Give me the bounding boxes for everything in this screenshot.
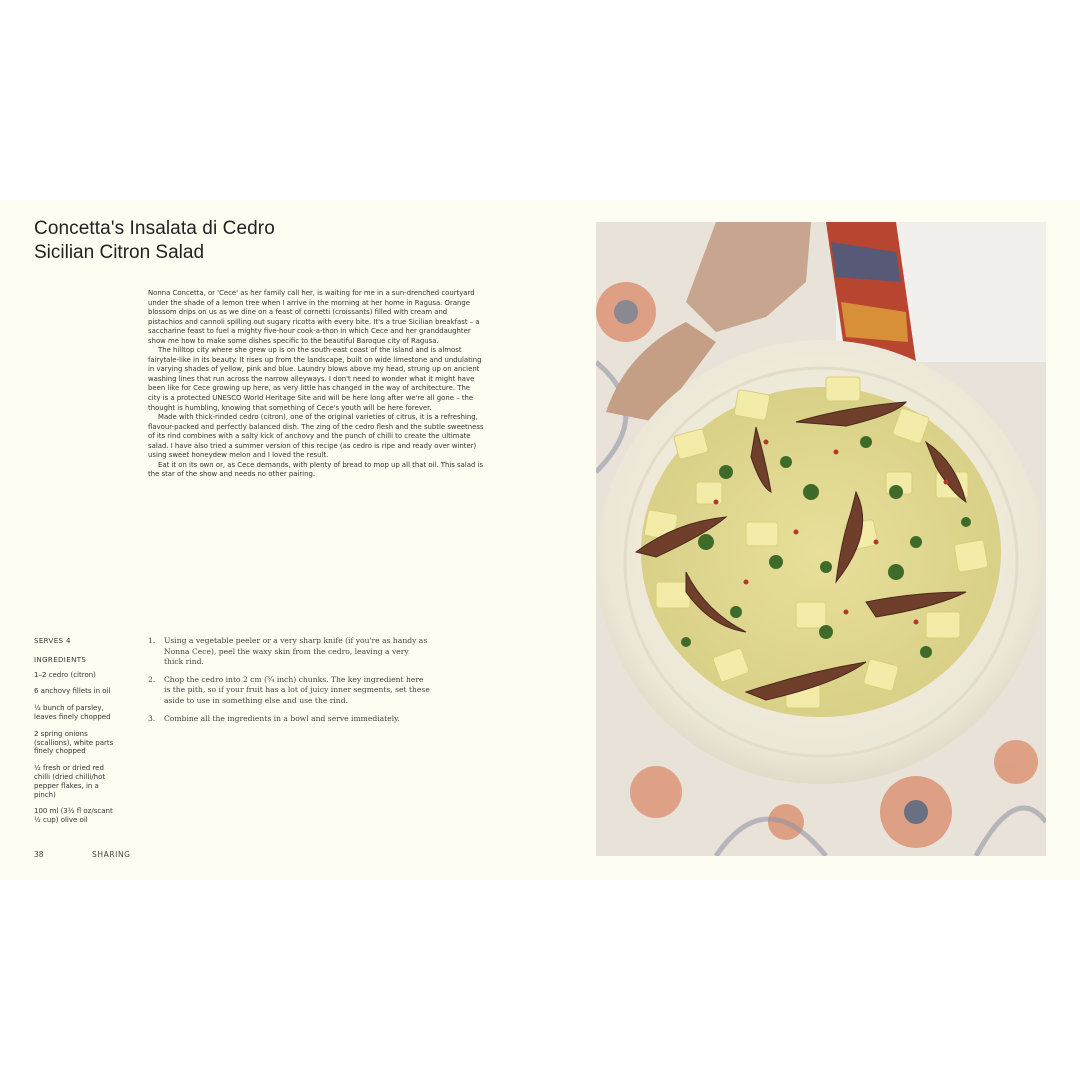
step-text: Using a vegetable peeler or a very sharp knife (if you're as handy as Nonna Cece), peel the waxy skin from the cedro, leaving a very thick rind. <box>164 636 428 667</box>
ingredient-item: 100 ml (3½ fl oz/scant ½ cup) olive oil <box>34 807 113 825</box>
step-number: 1. <box>148 636 156 645</box>
intro-paragraph: Nonna Concetta, or 'Cece' as her family call her, is waiting for me in a sun-drenched courtyard under the shade of a lemon tree when I arrive in the morning at her home in Ragusa. Orange blossom drips on us as we dine on a feast of cornetti (croissants) filled with cream and pistachios and cannoli spilling out sugary ricotta with every bite. It's a true Sicilian breakfast – a saccharine feast to fuel a mighty five-hour cook-a-thon in which Cece and her granddaughter show me how to make some dishes specific to the beautiful Baroque city of Ragusa. <box>148 289 480 345</box>
method-steps <box>148 636 430 731</box>
method-step <box>148 636 430 668</box>
intro-paragraph: The hilltop city where she grew up is on the south-east coast of the island and is almost fairytale-like in its beauty. It rises up from the landscape, built on wide limestone and undulating in varying shades of yellow, pink and blue. Laundry blows above my head, strung up on ancient washing lines that run across the narrow alleyways. I don't need to wonder what it might have been like for Cece growing up here, as very little has changed in the way of architecture. The city is a protected UNESCO World Heritage Site and will be here long after we're all gone – the thought is humbling, knowing that something of Cece's youth will be here forever. <box>148 346 482 412</box>
ingredient-item: ½ bunch of parsley, leaves finely chopped <box>34 704 111 721</box>
step-number: 2. <box>148 674 156 684</box>
ingredients-heading: INGREDIENTS <box>34 655 87 664</box>
salad-photo-illustration <box>596 222 1046 856</box>
ingredient-item: 2 spring onions (scallions), white parts finely chopped <box>34 729 114 756</box>
intro-text <box>148 289 484 480</box>
recipe-subtitle: Sicilian Citron Salad <box>34 242 205 263</box>
ingredients-list <box>34 671 118 825</box>
serves-label: SERVES 4 <box>34 637 71 645</box>
step-number: 3. <box>148 713 156 723</box>
step-text: Combine all the ingredients in a bowl and serve immediately. <box>164 713 400 723</box>
section-label: SHARING <box>92 850 131 859</box>
ingredient-item: ½ fresh or dried red chilli (dried chilli/hot pepper flakes, in a pinch) <box>34 764 106 799</box>
method-list <box>148 636 430 724</box>
step-text: Chop the cedro into 2 cm (¾ inch) chunks. The key ingredient here is the pith, so if your fruit has a lot of juicy inner segments, set these aside to use in something else and use the rind. <box>164 674 430 705</box>
salad-photo <box>596 222 1046 856</box>
ingredient-item: 1–2 cedro (citron) <box>34 670 96 679</box>
recipe-title: Concetta's Insalata di Cedro <box>34 218 275 239</box>
method-step <box>148 714 430 725</box>
method-step <box>148 675 430 707</box>
recipe-meta <box>34 637 118 833</box>
page-number: 38 <box>34 850 44 859</box>
intro-paragraph: Eat it on its own or, as Cece demands, with plenty of bread to mop up all that oil. This salad is the star of the show and needs no other pairing. <box>148 460 484 479</box>
ingredient-item: 6 anchovy fillets in oil <box>34 687 111 696</box>
intro-paragraph: Made with thick-rinded cedro (citron), one of the original varieties of citrus, it is a refreshing, flavour-packed and perfectly balanced dish. The zing of the cedro flesh and the subtle sweetness of its rind combines with a salty kick of anchovy and the punch of chilli to create the ultimate salad. I have also tried a summer version of this recipe (as cedro is ripe and ready over winter) using sweet honeydew melon and I loved the result. <box>148 413 484 460</box>
